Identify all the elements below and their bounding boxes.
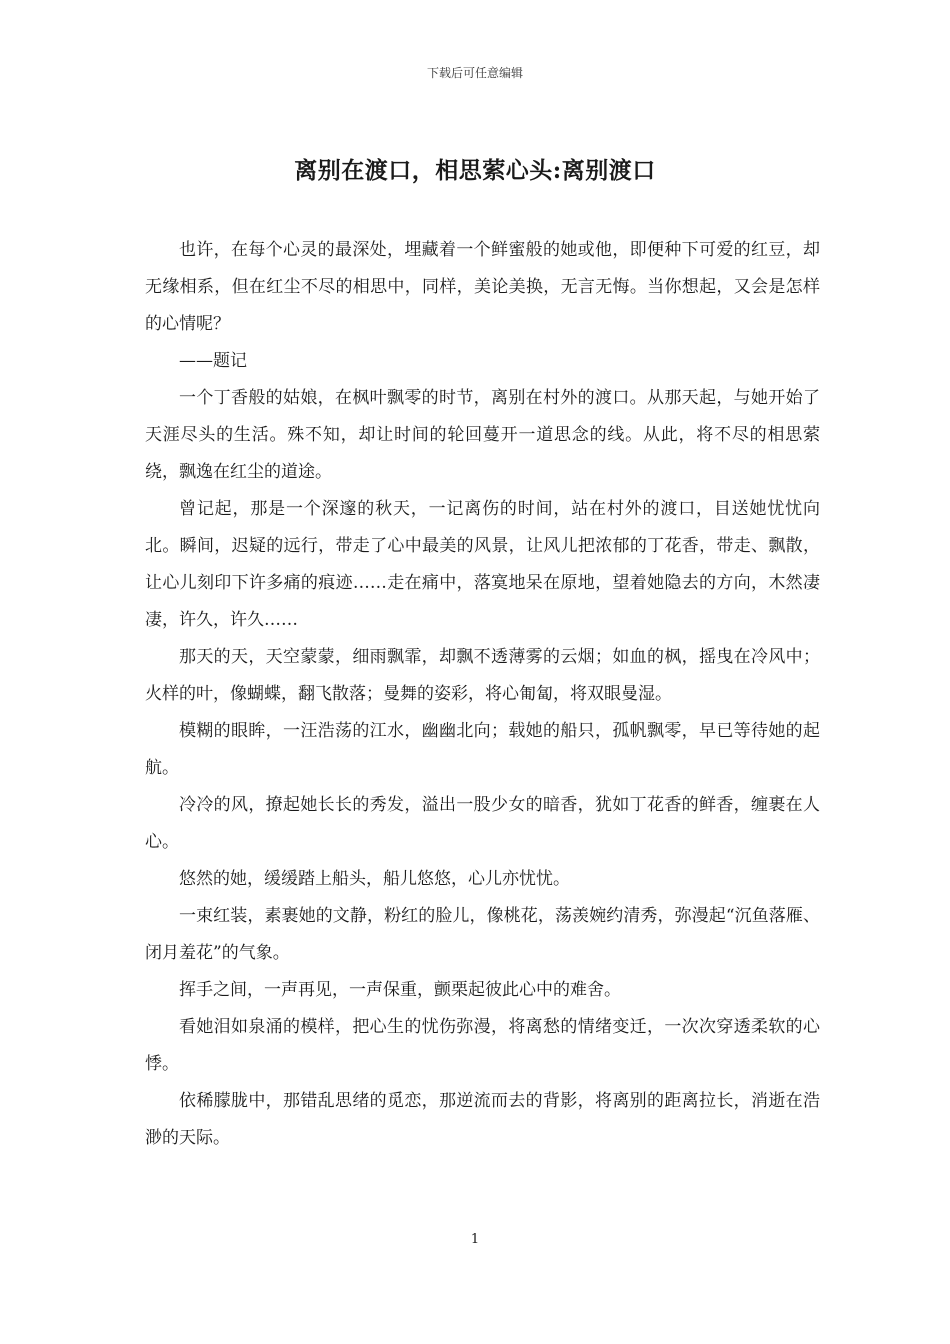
paragraph: 一个丁香般的姑娘，在枫叶飘零的时节，离别在村外的渡口。从那天起，与她开始了天涯尽头的生活。殊不知，却让时间的轮回蔓开一道思念的线。从此，将不尽的相思萦绕，飘逸在红尘的道途。 <box>145 388 820 482</box>
document-body <box>145 232 820 1157</box>
page-header: 下载后可任意编辑 <box>426 66 523 80</box>
paragraph: 一束红装，素裹她的文静，粉红的脸儿，像桃花，荡羡婉约清秀，弥漫起“沉鱼落雁、闭月羞花”的气象。 <box>145 906 820 963</box>
paragraph: 悠然的她，缓缓踏上船头，船儿悠悠，心儿亦忧忧。 <box>179 869 570 889</box>
epigraph-attribution: ——题记 <box>179 351 247 371</box>
paragraph: 也许，在每个心灵的最深处，埋藏着一个鲜蜜般的她或他，即便种下可爱的红豆，却无缘相系，但在红尘不尽的相思中，同样，美论美换，无言无悔。当你想起，又会是怎样的心情呢？ <box>145 240 820 334</box>
paragraph: 依稀朦胧中，那错乱思绪的觅恋，那逆流而去的背影，将离别的距离拉长，消逝在浩渺的天际。 <box>145 1091 820 1148</box>
page-number: 1 <box>470 1232 480 1247</box>
paragraph: 看她泪如泉涌的模样，把心生的忧伤弥漫，将离愁的情绪变迁，一次次穿透柔软的心悸。 <box>145 1017 820 1074</box>
paragraph: 冷冷的风，撩起她长长的秀发，溢出一股少女的暗香，犹如丁花香的鲜香，缠裹在人心。 <box>145 795 820 852</box>
document-title: 离别在渡口，相思萦心头:离别渡口 <box>294 157 656 184</box>
paragraph: 挥手之间，一声再见，一声保重，颤栗起彼此心中的难舍。 <box>179 980 621 1000</box>
paragraph: 那天的天，天空蒙蒙，细雨飘霏，却飘不透薄雾的云烟；如血的枫，摇曳在冷风中；火样的叶，像蝴蝶，翻飞散落；曼舞的姿彩，将心匍匐，将双眼曼湿。 <box>145 647 820 704</box>
paragraph: 曾记起，那是一个深邃的秋天，一记离伤的时间，站在村外的渡口，目送她忧忧向北。瞬间，迟疑的远行，带走了心中最美的风景，让风儿把浓郁的丁花香，带走、飘散，让心儿刻印下许多痛的痕迹……走在痛中，落寞地呆在原地，望着她隐去的方向，木然凄凄，许久，许久…… <box>145 499 820 630</box>
paragraph: 模糊的眼眸，一汪浩荡的江水，幽幽北向；载她的船只，孤帆飘零，早已等待她的起航。 <box>145 721 820 778</box>
